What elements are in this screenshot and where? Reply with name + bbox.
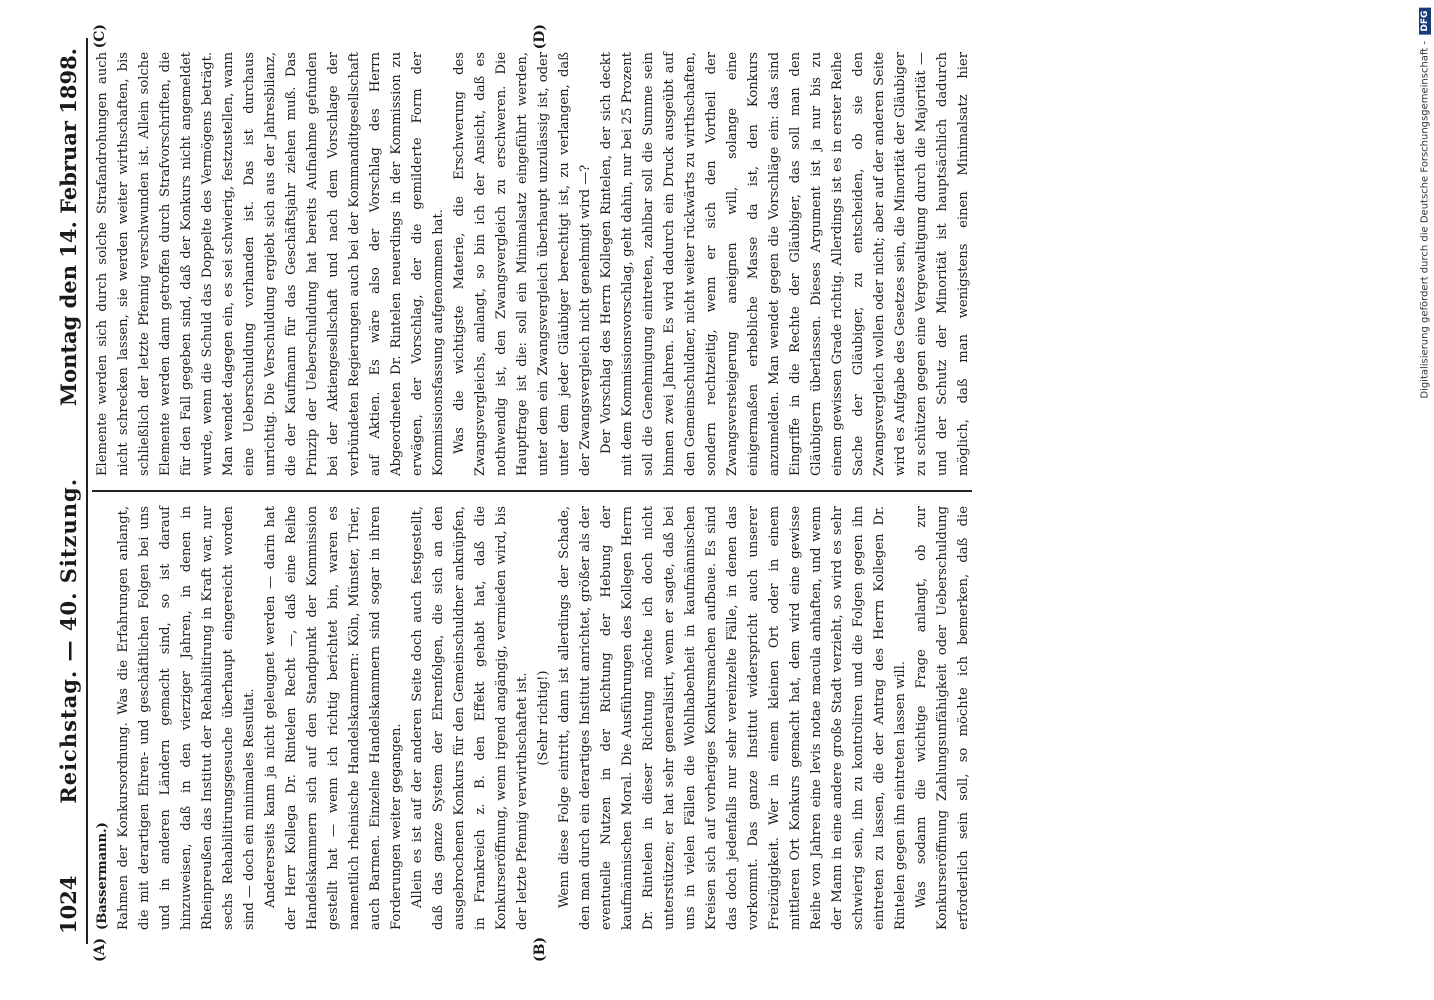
paragraph: Was sodann die wichtige Frage anlangt, ob zur Konkurseröffnung Zahlungsunfähigkeit oder Ueberschuldung erforderlich sein soll, so möchte ich bemerken, daß die xyxy=(914,506,971,930)
right-column xyxy=(92,38,972,490)
paragraph: Was die wichtigste Materie, die Erschwerung des Zwangsvergleichs, anlangt, so bin ich der Ansicht, daß es nothwendig ist, den Zwangsvergleich zu erschweren. Die Hauptfrage ist die: soll ein Minimalsatz eingeführt werden, unter dem ein Zwangsvergleich überhaupt unzulässig ist, oder unter dem jeder Gläubiger berechtigt ist, zu verlangen, daß der Zwangsvergleich nicht genehmigt wird —? xyxy=(452,52,593,476)
session-date: Montag den 14. Februar 1898. xyxy=(55,48,81,407)
paragraph: Rahmen der Konkursordnung. Was die Erfahrungen anlangt, die mit derartigen Ehren- und geschäftlichen Folgen bei uns und in anderen Ländern gemacht sind, so ist darauf hinzuweisen, daß in den vierziger Jahren, in denen in Rheinpreußen das Institut der Rehabilitirung in Kraft war, nur sechs Rehabilitirungsgesuche überhaupt eingereicht worden sind — doch ein minimales Resultat. xyxy=(116,506,257,930)
session-title: Reichstag. — 40. Sitzung. xyxy=(55,477,81,804)
margin-marker-a: (A) xyxy=(92,937,108,962)
column-divider xyxy=(92,490,972,492)
paragraph: Wenn diese Folge eintritt, dann ist allerdings der Schade, den man durch ein derartiges Institut anrichtet, größer als der eventuelle Nutzen in der Richtung der Hebung der kaufmännischen Moral. Die Ausführungen des Kollegen Herrn Dr. Rintelen in dieser Richtung möchte ich doch nicht unterstützen; er hat sehr generalisirt, wenn er sagte, daß bei uns in vielen Fällen die Wohlhabenheit in kaufmännischen Kreisen sich auf vorheriges Konkursmachen aufbaue. Es sind das doch jedenfalls nur sehr vereinzelte Fälle, in denen das vorkommt. Das ganze Institut widerspricht auch unserer Freizügigkeit. Wer in einem kleinen Ort oder in einem mittleren Ort Konkurs gemacht hat, dem wird eine gewisse Reihe von Jahren eine levis notae macula anhaften, und wenn der Mann in eine andere große Stadt verzieht, so wird es sehr schwierig sein, ihn zu kontroliren und die Folgen gegen ihn eintreten zu lassen, die der Antrag des Herrn Kollegen Dr. Rintelen gegen ihn eintreten lassen will. xyxy=(557,506,908,930)
page-header xyxy=(50,38,88,944)
margin-marker-c: (C) xyxy=(92,24,108,49)
paragraph: Allein es ist auf der anderen Seite doch auch festgestellt, daß das ganze System der Ehrenfolgen, die sich an den ausgebrochenen Konkurs für den Gemeinschuldner anknüpfen, in Frankreich z. B. den Effekt gehabt hat, daß die Konkurseröffnung, wenn irgend angängig, vermieden wird, bis der letzte Pfennig verwirthschaftet ist. xyxy=(410,506,530,930)
paragraph: Elemente werden sich durch solche Strafandrohungen auch nicht schrecken lassen, sie werden weiter wirthschaften, bis schließlich der letzte Pfennig verschwunden ist. Allein solche Elemente werden dann getroffen durch Strafvorschriften, die für den Fall gegeben sind, daß der Konkurs nicht angemeldet wurde, wenn die Schuld das Doppelte des Vermögens beträgt. Man wendet dagegen ein, es sei schwierig, festzustellen, wann eine Ueberschuldung vorhanden ist. Das ist durchaus unrichtig. Die Verschuldung ergiebt sich aus der Jahresbilanz, die der Kaufmann für das Geschäftsjahr ziehen muß. Das Prinzip der Ueberschuldung hat bereits Aufnahme gefunden bei der Aktiengesellschaft und nach dem Vorschlage der verbündeten Regierungen auch bei der Kommanditgesellschaft auf Aktien. Es wäre also der Vorschlag des Herrn Abgeordneten Dr. Rintelen neuerdings in der Kommission zu erwägen, der Vorschlag, der die gemilderte Form der Kommissionsfassung aufgenommen hat. xyxy=(95,52,446,476)
paragraph: Andererseits kann ja nicht geleugnet werden — darin hat der Herr Kollega Dr. Rintelen Recht —, daß eine Reihe Handelskammern sich auf den Standpunkt der Kommission gestellt hat — wenn ich richtig berichtet bin, waren es namentlich rheinische Handelskammern: Köln, Münster, Trier, auch Barmen. Einzelne Handelskammern sind sogar in ihren Forderungen weiter gegangen. xyxy=(263,506,404,930)
interjection: (Sehr richtig!) xyxy=(536,670,551,766)
text-columns xyxy=(92,24,972,962)
left-column xyxy=(92,492,972,944)
speaker-name: (Bassermann.) xyxy=(95,822,110,930)
dfg-logo: DFG xyxy=(1419,8,1431,35)
digitization-note xyxy=(1419,8,1431,399)
paragraph: Der Vorschlag des Herrn Kollegen Rintelen, der sich deckt mit dem Kommissionsvorschlag, geht dahin, nur bei 25 Prozent soll die Genehmigung eintreten, zahlbar soll die Summe sein binnen zwei Jahren. Es wird dadurch ein Druck ausgeübt auf den Gemeinschuldner, nicht weiter rückwärts zu wirthschaften, sondern rechtzeitig, wenn er sich den Vortheil der Zwangsversteigerung aneignen will, solange eine einigermaßen erhebliche Masse da ist, den Konkurs anzumelden. Man wendet gegen die Vorschläge ein: das sind Eingriffe in die Rechte der Gläubiger, das soll man den Gläubigern überlassen. Dieses Argument ist ja nur bis zu einem gewissen Grade richtig. Allerdings ist es in erster Reihe Sache der Gläubiger, zu entscheiden, ob sie den Zwangsvergleich wollen oder nicht; aber auf der anderen Seite wird es Aufgabe des Gesetzes sein, die Minorität der Gläubiger zu schützen gegen eine Vergewaltigung durch die Majorität — und der Schutz der Minorität ist hauptsächlich dadurch möglich, daß man wenigstens einen Minimalsatz hier xyxy=(599,52,971,476)
digitization-text: Digitalisierung gefördert durch die Deutsche Forschungsgemeinschaft - xyxy=(1419,41,1431,399)
page-number: 1024 xyxy=(55,875,81,934)
margin-marker-b: (B) xyxy=(532,936,548,962)
margin-marker-d: (D) xyxy=(532,24,548,50)
document-page xyxy=(50,24,1375,962)
